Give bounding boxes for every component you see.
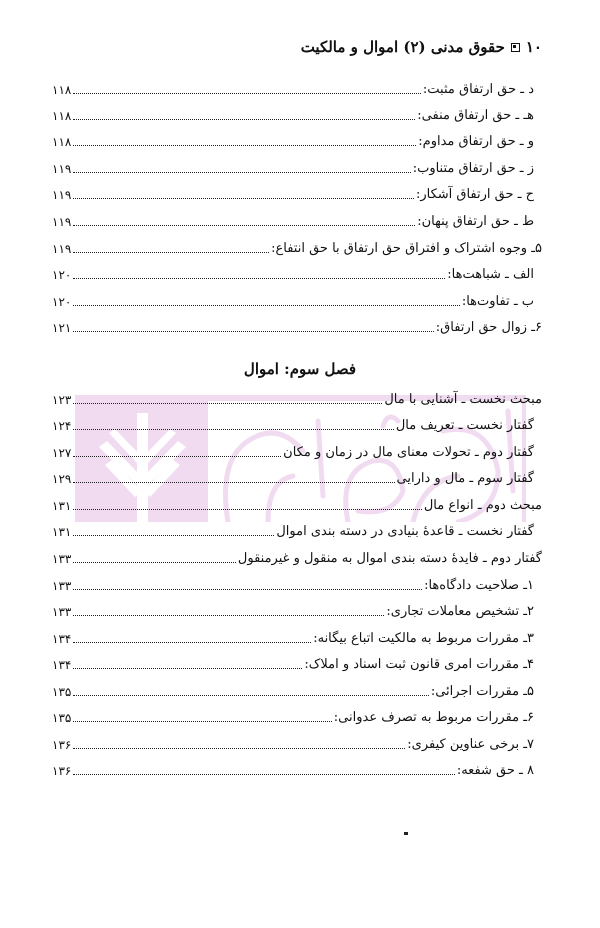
- toc-entry[interactable]: [52, 388, 542, 408]
- dot-leader: [73, 119, 415, 120]
- toc-entry[interactable]: [52, 759, 534, 779]
- toc-entry-page: ۱۳۳: [52, 552, 72, 566]
- dot-leader: [73, 562, 236, 563]
- toc-entry-title: ۱ـ صلاحیت دادگاه‌ها:: [424, 578, 534, 593]
- toc-entry[interactable]: [52, 316, 542, 336]
- dot-leader: [73, 589, 422, 590]
- dot-leader: [73, 456, 281, 457]
- toc-entry[interactable]: [52, 574, 534, 594]
- dot-leader: [73, 403, 382, 404]
- toc-entry[interactable]: [52, 706, 534, 726]
- dot-leader: [73, 509, 421, 510]
- toc-entry-title: گفتار نخست ـ تعریف مال: [395, 418, 534, 433]
- toc-entry[interactable]: [52, 104, 534, 124]
- toc-entry-page: ۱۳۵: [52, 685, 72, 699]
- dot-leader: [73, 305, 459, 306]
- toc-entry-title: ز ـ حق ارتفاق متناوب:: [412, 161, 534, 176]
- toc-entry-page: ۱۱۹: [52, 188, 72, 202]
- dot-leader: [73, 482, 394, 483]
- dot-leader: [73, 429, 394, 430]
- toc-entry-title: الف ـ شباهت‌ها:: [447, 267, 534, 282]
- toc-entry-title: گفتار دوم ـ فایدهٔ دسته بندی اموال به منقول و غیرمنقول: [237, 551, 542, 566]
- toc-entry-page: ۱۳۱: [52, 525, 72, 539]
- dot-leader: [73, 331, 433, 332]
- toc-entry-page: ۱۱۸: [52, 135, 72, 149]
- toc-entry[interactable]: [52, 520, 534, 540]
- toc-entry[interactable]: [52, 157, 534, 177]
- toc-entry-title: ۴ـ مقررات امری قانون ثبت اسناد و املاک:: [304, 657, 534, 672]
- toc-entry[interactable]: [52, 733, 534, 753]
- dot-leader: [73, 145, 416, 146]
- toc-entry-title: و ـ حق ارتفاق مداوم:: [418, 134, 534, 149]
- toc-entry-title: گفتار نخست ـ قاعدهٔ بنیادی در دسته بندی اموال: [276, 524, 534, 539]
- dot-leader: [73, 535, 274, 536]
- toc-entry-title: مبحث نخست ـ آشنایی با مال: [384, 392, 542, 407]
- toc-entry-page: ۱۳۶: [52, 764, 72, 778]
- toc-entry-page: ۱۲۴: [52, 419, 72, 433]
- dot-leader: [73, 198, 414, 199]
- toc-entry-title: ۵ـ مقررات اجرائی:: [430, 684, 534, 699]
- toc-entry-page: ۱۲۰: [52, 268, 72, 282]
- toc-entry-page: ۱۳۱: [52, 499, 72, 513]
- toc-entry[interactable]: [52, 130, 534, 150]
- dot-leader: [73, 774, 454, 775]
- toc-entry-page: ۱۱۸: [52, 109, 72, 123]
- toc-entry[interactable]: [52, 547, 542, 567]
- toc-entry-page: ۱۳۳: [52, 579, 72, 593]
- toc-entry-page: ۱۲۷: [52, 446, 72, 460]
- toc-entry-title: ب ـ تفاوت‌ها:: [461, 294, 534, 309]
- toc-entry-title: گفتار دوم ـ تحولات معنای مال در زمان و مکان: [283, 445, 534, 460]
- toc-entry-page: ۱۳۳: [52, 605, 72, 619]
- toc-entry[interactable]: [52, 183, 534, 203]
- dot-leader: [73, 93, 421, 94]
- toc-entry-page: ۱۱۹: [52, 242, 72, 256]
- toc-entry[interactable]: [52, 467, 534, 487]
- toc-entry-title: ۷ـ برخی عناوین کیفری:: [407, 737, 534, 752]
- toc-entry[interactable]: [52, 653, 534, 673]
- toc-entry[interactable]: [52, 627, 534, 647]
- toc-entry-title: مبحث دوم ـ انواع مال: [423, 498, 542, 513]
- toc-entry-page: ۱۲۱: [52, 321, 72, 335]
- toc-entry-page: ۱۲۹: [52, 472, 72, 486]
- dot-leader: [73, 172, 410, 173]
- toc-entry-title: ۳ـ مقررات مربوط به مالکیت اتباع بیگانه:: [313, 631, 534, 646]
- page-number: ۱۰: [525, 38, 542, 56]
- toc-entry-title: ۲ـ تشخیص معاملات تجاری:: [386, 604, 534, 619]
- toc-entry-title: ۶ـ مقررات مربوط به تصرف عدوانی:: [333, 710, 534, 725]
- toc-entry[interactable]: [52, 78, 534, 98]
- dot-leader: [73, 748, 405, 749]
- toc-entry-page: ۱۱۹: [52, 215, 72, 229]
- dot-leader: [73, 695, 428, 696]
- book-title: حقوق مدنی (۲) اموال و مالکیت: [300, 38, 505, 56]
- toc-entry-page: ۱۲۳: [52, 393, 72, 407]
- toc-entry-page: ۱۱۸: [52, 83, 72, 97]
- running-head: [301, 38, 542, 56]
- dot-leader: [73, 642, 311, 643]
- print-speck: [404, 832, 408, 835]
- dot-leader: [73, 252, 269, 253]
- toc-entry[interactable]: [52, 680, 534, 700]
- toc-entry[interactable]: [52, 600, 534, 620]
- dot-leader: [73, 225, 415, 226]
- toc-entry-title: د ـ حق ارتفاق مثبت:: [422, 82, 534, 97]
- toc-entry-page: ۱۳۴: [52, 632, 72, 646]
- dot-leader: [73, 668, 302, 669]
- toc-entry-title: ۸ ـ حق شفعه:: [456, 763, 534, 778]
- toc-entry-page: ۱۳۵: [52, 711, 72, 725]
- toc-entry-page: ۱۳۴: [52, 658, 72, 672]
- toc-entry-page: ۱۳۶: [52, 738, 72, 752]
- toc-entry[interactable]: [52, 414, 534, 434]
- toc-entry-title: ۵ـ وجوه اشتراک و افتراق حق ارتفاق با حق انتفاع:: [271, 241, 542, 256]
- toc-entry[interactable]: [52, 494, 542, 514]
- chapter-heading: فصل سوم: اموال: [243, 360, 357, 378]
- toc-entry-title: ۶ـ زوال حق ارتفاق:: [435, 320, 542, 335]
- toc-entry-title: هـ ـ حق ارتفاق منفی:: [417, 108, 534, 123]
- toc-entry[interactable]: [52, 210, 534, 230]
- dot-leader: [73, 278, 445, 279]
- toc-entry-title: ط ـ حق ارتفاق پنهان:: [417, 214, 534, 229]
- toc-entry[interactable]: [52, 237, 542, 257]
- toc-entry-title: گفتار سوم ـ مال و دارایی: [396, 471, 534, 486]
- toc-entry-title: ح ـ حق ارتفاق آشکار:: [415, 187, 534, 202]
- boxed-square-icon: [511, 43, 520, 52]
- dot-leader: [73, 721, 331, 722]
- toc-entry[interactable]: [52, 441, 534, 461]
- dot-leader: [73, 615, 384, 616]
- toc-entry[interactable]: [52, 290, 534, 310]
- toc-entry[interactable]: [52, 263, 534, 283]
- toc-entry-page: ۱۲۰: [52, 295, 72, 309]
- toc-entry-page: ۱۱۹: [52, 162, 72, 176]
